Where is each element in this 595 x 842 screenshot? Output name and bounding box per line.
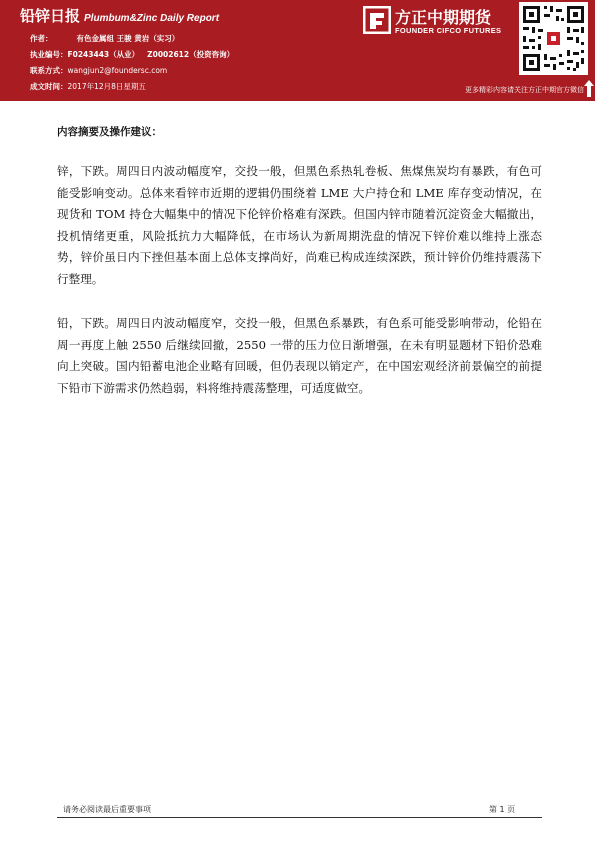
logo-name-cn: 方正中期期货 — [395, 8, 492, 27]
author-label: 作者： — [30, 34, 53, 43]
contact-value[interactable]: wangjun2@foundersc.com — [67, 66, 168, 75]
zinc-paragraph: 锌，下跌。周四日内波动幅度窄，交投一般，但黑色系热轧卷板、焦煤焦炭均有暴跌，有色可能受影响变动。总体来看锌市近期的逻辑仍围绕着 LME 大户持仓和 LME 库存变动情况，在现货和 TOM 持仓大幅集中的情况下伦锌价格难有深跌。但国内锌市随着沉淀资金大幅撤出，投机情绪更重，风险抵抗力大幅降低，在市场认为新周期洗盘的情况下锌价难以维持上涨态势，锌价虽日内下挫但基本面上总体支撑尚好，尚难已构成连续深跌，预计锌价仍维持震荡下行整理。 — [57, 164, 542, 286]
lead-paragraph: 铅，下跌。周四日内波动幅度窄，交投一般，但黑色系暴跌，有色系可能受影响带动，伦铅在周一再度上触 2550 后继续回撤，2550 一带的压力位日渐增强，在未有明显题材下铅价恐难向上突破。国内铅蓄电池企业略有回暖，但仍表现以销定产，在中国宏观经济前景偏空的前提下铅市下游需求仍然趋弱，料将维持震荡整理，可适度做空。 — [57, 316, 542, 395]
founder-logo-icon — [363, 6, 391, 34]
license-value-2: Z0002612（投资咨询） — [147, 50, 235, 59]
more-content-note: 更多精彩内容请关注方正中期官方微信 — [465, 86, 584, 94]
author-line — [30, 33, 179, 44]
footer-divider — [57, 817, 542, 818]
license-value-1: F0243443（从业） — [67, 50, 140, 59]
contact-label: 联系方式： — [30, 66, 68, 75]
license-label: 执业编号： — [30, 50, 68, 59]
footer-disclaimer-note: 请务必阅读最后重要事项 — [63, 805, 151, 814]
date-value: 2017年12月8日星期五 — [67, 82, 146, 91]
contact-line — [30, 65, 167, 76]
section-title: 内容摘要及操作建议： — [57, 126, 162, 138]
report-title — [20, 5, 219, 26]
qr-code-icon — [519, 2, 588, 75]
date-label: 成文时间： — [30, 82, 68, 91]
report-title-en: Plumbum&Zinc Daily Report — [84, 13, 220, 24]
license-line — [30, 49, 234, 60]
report-title-cn: 铅锌日报 — [20, 7, 81, 25]
founder-logo — [363, 4, 513, 38]
page-number: 第 1 页 — [489, 805, 516, 814]
qr-code — [519, 2, 588, 75]
logo-name-en: FOUNDER CIFCO FUTURES — [395, 26, 502, 35]
report-header — [0, 0, 595, 101]
arrow-up-icon[interactable] — [584, 80, 594, 97]
author-value: 有色金属组 王骏 黄岩（实习） — [76, 34, 180, 43]
